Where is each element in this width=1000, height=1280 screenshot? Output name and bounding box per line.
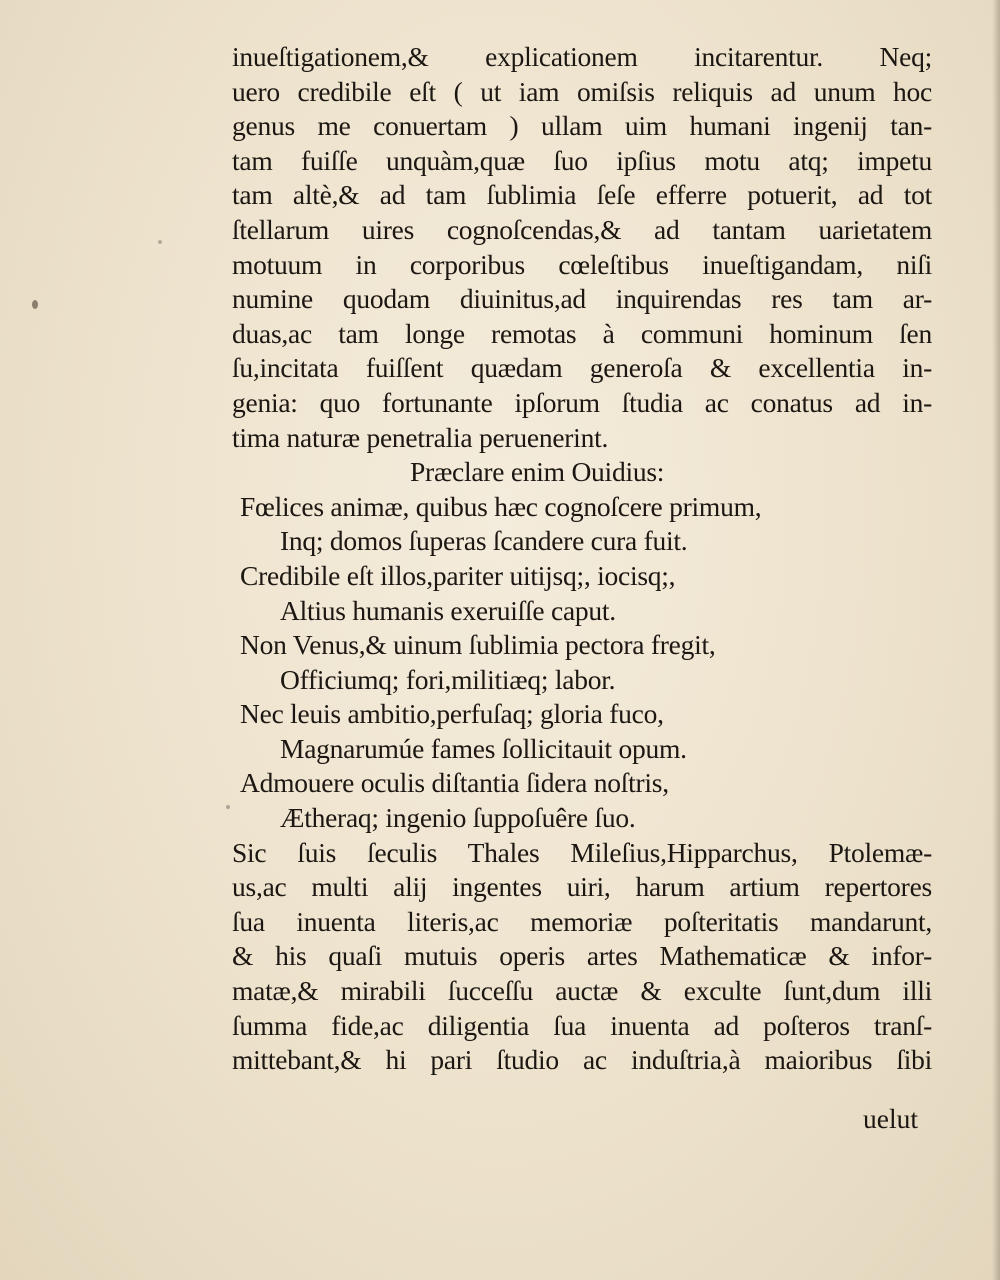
text-line: mittebant,& hi pari ſtudio ac induſtria,à maioribus ſibi xyxy=(232,1044,932,1076)
verse-line: Altius humanis exeruiſſe caput. xyxy=(280,594,616,626)
text-line: ſu,incitata fuiſſent quædam generoſa & excellentia in- xyxy=(232,352,932,384)
text-line: uero credibile eſt ( ut iam omiſsis reliquis ad unum hoc xyxy=(232,75,932,107)
verse-line: Ætheraq; ingenio ſuppoſuêre ſuo. xyxy=(280,802,636,834)
text-line: matæ,& mirabili ſucceſſu auctæ & exculte ſunt,dum illi xyxy=(232,975,932,1007)
verse-line: Inq; domos ſuperas ſcandere cura fuit. xyxy=(280,525,688,557)
quotation-heading: Præclare enim Ouidius: xyxy=(410,456,665,488)
text-line: ſua inuenta literis,ac memoriæ poſteritatis mandarunt, xyxy=(232,905,932,937)
text-line: motuum in corporibus cœleſtibus inueſtigandam, niſi xyxy=(232,248,932,280)
ink-spot xyxy=(32,300,38,309)
text-line: ſtellarum uires cognoſcendas,& ad tantam uarietatem xyxy=(232,213,932,245)
text-line: numine quodam diuinitus,ad inquirendas res tam ar- xyxy=(232,283,932,315)
text-line: genia: quo fortunante ipſorum ſtudia ac conatus ad in- xyxy=(232,386,932,418)
text-line: us,ac multi alij ingentes uiri, harum artium repertores xyxy=(232,871,932,903)
text-line: tam fuiſſe unquàm,quæ ſuo ipſius motu atq; impetu xyxy=(232,144,932,176)
verse-line: Nec leuis ambitio,perfuſaq; gloria fuco, xyxy=(240,698,664,730)
page-edge-shadow xyxy=(992,0,1000,1280)
text-line: duas,ac tam longe remotas à communi hominum ſen xyxy=(232,317,932,349)
main-text xyxy=(232,40,932,1078)
text-line: ſumma fide,ac diligentia ſua inuenta ad poſteros tranſ- xyxy=(232,1009,932,1041)
verse-line: Non Venus,& uinum ſublimia pectora fregit, xyxy=(240,629,716,661)
verse-line: Magnarumúe fames ſollicitauit opum. xyxy=(280,732,687,764)
text-line: Sic ſuis ſeculis Thales Mileſius,Hipparchus, Ptolemæ- xyxy=(232,836,932,868)
ink-spot xyxy=(226,805,230,809)
text-line: tima naturæ penetralia peruenerint. xyxy=(232,421,609,453)
text-line: & his quaſi mutuis operis artes Mathematicæ & infor- xyxy=(232,940,932,972)
verse-line: Fœlices animæ, quibus hæc cognoſcere primum, xyxy=(240,490,762,522)
verse-line: Admouere oculis diſtantia ſidera noſtris, xyxy=(240,767,669,799)
text-line: tam altè,& ad tam ſublimia ſeſe efferre potuerit, ad tot xyxy=(232,179,932,211)
verse-line: Officiumq; fori,militiæq; labor. xyxy=(280,663,616,695)
ink-spot xyxy=(158,240,162,244)
catchword: uelut xyxy=(863,1103,918,1134)
verse-line: Credibile eſt illos,pariter uitijsq;, iocisq;, xyxy=(240,559,676,591)
text-line: inueſtigationem,& explicationem incitarentur. Neq; xyxy=(232,41,932,72)
text-line: genus me conuertam ) ullam uim humani ingenij tan- xyxy=(232,110,932,142)
